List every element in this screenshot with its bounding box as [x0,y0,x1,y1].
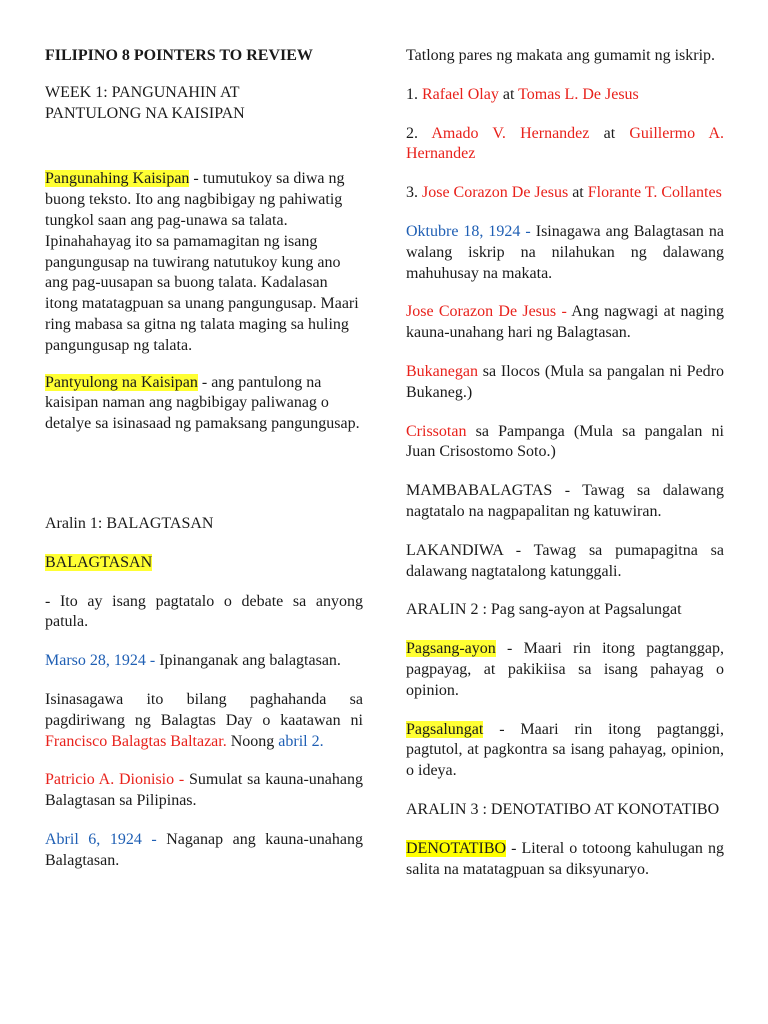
bukanegan-paragraph: Bukanegan sa Ilocos (Mula sa pangalan ni Pedro Bukaneg.) [406,362,724,401]
pair-3: 3. Jose Corazon De Jesus at Florante T. Collantes [406,184,722,202]
balagtasan-definition: - Ito ay isang pagtatalo o debate sa anyong patula. [45,592,363,631]
aralin3-heading: ARALIN 3 : DENOTATIBO AT KONOTATIBO [406,800,720,818]
pangunahing-kaisipan-definition: - tumutukoy sa diwa ng buong teksto. Ito ang nagbibigay ng pahiwatig tungkol saan ang pag-unawa sa talata. Ipinahahayag ito sa pamamagitan ng isang pangungusap na tuwirang natutukoy kung ano ang pag-uusapan sa buong talata. Kadalasan itong matatagpuan sa unang pangungusap. Maari ring mabasa sa gitna ng talata maging sa huling pangungusap ng talata. [45,170,359,354]
document-title: FILIPINO 8 POINTERS TO REVIEW [45,47,313,64]
balagtasan-heading [45,553,363,574]
denotatibo-paragraph: DENOTATIBO - Literal o totoong kahulugan ng salita na matatagpuan sa diksyunaryo. [406,839,724,878]
aralin1-heading: Aralin 1: BALAGTASAN [45,514,214,532]
bukanegan-term: Bukanegan [406,362,478,380]
pangunahing-kaisipan-paragraph [45,169,363,356]
oktubre-paragraph: Oktubre 18, 1924 - Isinagawa ang Balagtasan na walang iskrip na nilahukan ng dalawang mahuhusay na makata. [406,222,724,282]
pantulong-kaisipan-definition: - ang pantulong na kaisipan naman ang nagbibigay paliwanag o detalye sa isinasaad ng pamaksang pangungusap. [45,373,360,433]
pair-2: 2. Amado V. Hernandez at Guillermo A. Hernandez [406,124,725,163]
abril6-paragraph: Abril 6, 1924 - Naganap ang kauna-unahang Balagtasan. [45,830,363,869]
marso-date: Marso 28, 1924 - [45,652,156,670]
pagsalungat-paragraph: Pagsalungat - Maari rin itong pagtanggi, pagtutol, at pagkontra sa isang pahayag, opinion, o ideya. [406,720,724,780]
francisco-balagtas-name: Francisco Balagtas Baltazar. [45,732,227,750]
patricio-paragraph: Patricio A. Dionisio - Sumulat sa kauna-unahang Balagtasan sa Pilipinas. [45,771,363,810]
crissotan-term: Crissotan [406,422,467,440]
tatlong-pares-paragraph: Tatlong pares ng makata ang gumamit ng iskrip. [406,47,716,64]
right-column [406,46,724,880]
pair-1: 1. Rafael Olay at Tomas L. De Jesus [406,85,639,103]
abril-2-date: abril 2. [278,732,324,750]
abril-6-date: Abril 6, 1924 - [45,830,157,848]
pagsang-ayon-term: Pagsang-ayon [406,640,496,658]
crissotan-paragraph: Crissotan sa Pampanga (Mula sa pangalan ni Juan Crisostomo Soto.) [406,422,724,461]
isinasagawa-paragraph: Isinasagawa ito bilang paghahanda sa pagdiriwang ng Balagtas Day o kaatawan ni Francisco Balagtas Baltazar. Noong abril 2. [45,690,363,750]
marso-paragraph: Marso 28, 1924 - Ipinanganak ang balagtasan. [45,652,341,670]
pagsalungat-term: Pagsalungat [406,720,484,738]
week1-heading: WEEK 1: PANGUNAHIN AT PANTULONG NA KAISIPAN [45,83,245,122]
patricio-name: Patricio A. Dionisio - [45,771,185,789]
aralin2-heading: ARALIN 2 : Pag sang-ayon at Pagsalungat [406,601,682,619]
pagsang-ayon-paragraph: Pagsang-ayon - Maari rin itong pagtanggap, pagpayag, at pakikiisa sa isang pahayag o opinion. [406,640,724,699]
pantulong-kaisipan-paragraph [45,373,363,435]
pangunahing-kaisipan-term: Pangunahing Kaisipan [45,170,190,188]
left-column [45,46,363,872]
mambabalagtas-paragraph: MAMBABALAGTAS - Tawag sa dalawang nagtatalo na nagpapalitan ng katuwiran. [406,482,724,520]
pantulong-kaisipan-term: Pantyulong na Kaisipan [45,373,198,391]
balagtasan-term: BALAGTASAN [45,553,153,571]
jose-corazon-paragraph: Jose Corazon De Jesus - Ang nagwagi at naging kauna-unahang hari ng Balagtasan. [406,303,724,342]
oktubre-date: Oktubre 18, 1924 - [406,222,531,240]
lakandiwa-paragraph: LAKANDIWA - Tawag sa pumapagitna sa dalawang nagtatalong katunggali. [406,541,724,580]
denotatibo-term: DENOTATIBO [406,839,507,857]
jose-corazon-name: Jose Corazon De Jesus - [406,303,567,321]
